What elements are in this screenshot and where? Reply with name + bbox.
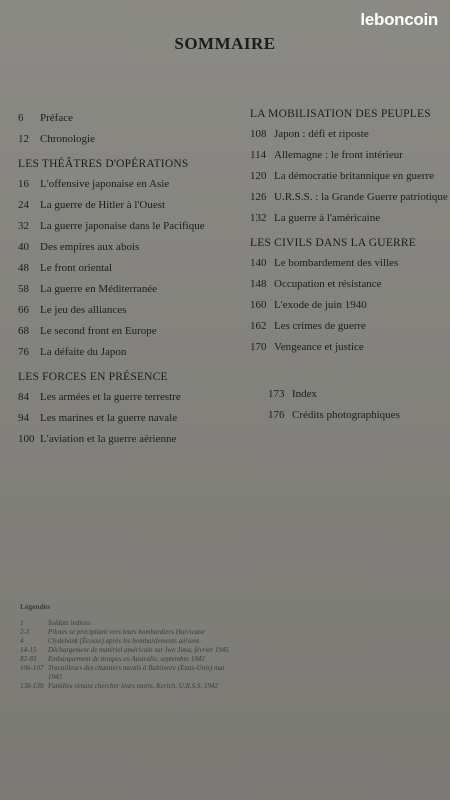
entry-title: Index	[292, 388, 318, 400]
page-number: 6	[18, 112, 24, 124]
entry-title: La guerre japonaise dans le Pacifique	[40, 220, 205, 232]
page-number: 76	[18, 346, 29, 358]
forces-list	[18, 387, 233, 450]
section-title-civils: LES CIVILS DANS LA GUERRE	[250, 237, 417, 249]
legends-block	[20, 602, 230, 691]
page-number: 100	[18, 433, 35, 445]
theatres-list	[18, 174, 233, 363]
intro-list	[18, 108, 233, 150]
page-number: 58	[18, 283, 29, 295]
legend-text: Familles venant chercher leurs morts, Kertch, U.R.S.S. 1942	[48, 682, 218, 690]
toc-entry	[250, 316, 445, 337]
toc-entry	[18, 387, 233, 408]
legend-page: 82-83	[20, 655, 37, 663]
legend-item	[20, 646, 230, 655]
entry-title: Préface	[40, 112, 73, 124]
entry-title: Le front oriental	[40, 262, 113, 274]
entry-title: La guerre en Méditerranée	[40, 283, 157, 295]
legend-item	[20, 628, 230, 637]
legend-text: Travailleurs des chantiers navals à Baltimore (États-Unis) mai 1943	[48, 664, 225, 681]
entry-title: Vengeance et justice	[274, 341, 364, 353]
toc-entry	[18, 300, 233, 321]
entry-title: Chronologie	[40, 133, 95, 145]
page-number: 84	[18, 391, 29, 403]
entry-title: Le bombardement des villes	[274, 257, 399, 269]
toc-entry	[268, 405, 445, 426]
toc-entry	[250, 208, 445, 229]
page-number: 120	[250, 170, 267, 182]
legend-text: Soldats indiens	[48, 619, 91, 627]
toc-entry	[18, 195, 233, 216]
legend-item	[20, 655, 230, 664]
page-number: 16	[18, 178, 29, 190]
legend-page: 138-139	[20, 682, 44, 690]
toc-entry	[250, 253, 445, 274]
page-number: 12	[18, 133, 29, 145]
entry-title: La guerre de Hitler à l'Ouest	[40, 199, 166, 211]
left-column	[18, 108, 233, 450]
right-column	[250, 108, 448, 426]
section-title-forces: LES FORCES EN PRÉSENCE	[18, 371, 168, 383]
toc-entry	[250, 274, 445, 295]
entry-title: Japon : défi et riposte	[274, 128, 369, 140]
entry-title: Occupation et résistance	[274, 278, 382, 290]
entry-title: Les armées et la guerre terrestre	[40, 391, 181, 403]
toc-entry	[18, 174, 233, 195]
toc-entry	[18, 216, 233, 237]
entry-title: L'exode de juin 1940	[274, 299, 367, 311]
page-number: 114	[250, 149, 267, 161]
legend-item	[20, 619, 230, 628]
toc-entry	[250, 337, 445, 358]
entry-title: L'aviation et la guerre aérienne	[40, 433, 177, 445]
page-number: 132	[250, 212, 267, 224]
legend-page: 4	[20, 637, 24, 645]
page-number: 173	[268, 388, 285, 400]
legend-text: Pilotes se précipitant vers leurs bombardiers Hurricane	[48, 628, 205, 636]
civils-list	[250, 253, 445, 358]
legend-item	[20, 637, 230, 646]
entry-title: Crédits photographiques	[292, 409, 400, 421]
toc-entry	[18, 342, 233, 363]
page-number: 126	[250, 191, 267, 203]
page-title: SOMMAIRE	[174, 34, 276, 53]
entry-title: La défaite du Japon	[40, 346, 127, 358]
page-number: 68	[18, 325, 29, 337]
toc-entry	[18, 108, 233, 129]
legend-page: 106-107	[20, 664, 44, 672]
section-title-theatres: LES THÉÂTRES D'OPÉRATIONS	[18, 158, 189, 170]
leboncoin-watermark: leboncoin	[360, 10, 438, 29]
legend-item	[20, 664, 230, 682]
toc-entry	[250, 124, 445, 145]
page-number: 162	[250, 320, 267, 332]
legends-title: Légendes	[20, 602, 50, 611]
page-number: 32	[18, 220, 29, 232]
page-number: 40	[18, 241, 29, 253]
page-number: 176	[268, 409, 285, 421]
entry-title: U.R.S.S. : la Grande Guerre patriotique	[274, 191, 448, 203]
toc-entry	[18, 429, 233, 450]
toc-entry	[18, 408, 233, 429]
legend-text: Embarquement de troupes en Australie, septembre 1942	[48, 655, 205, 663]
toc-entry	[18, 279, 233, 300]
page-number: 48	[18, 262, 29, 274]
page-number: 148	[250, 278, 267, 290]
legend-item	[20, 682, 230, 691]
legend-page: 14-15	[20, 646, 37, 654]
toc-entry	[250, 145, 445, 166]
page-number: 108	[250, 128, 267, 140]
toc-entry	[250, 166, 445, 187]
legend-page: 2-3	[20, 628, 30, 636]
entry-title: La démocratie britannique en guerre	[274, 170, 435, 182]
mobilisation-list	[250, 124, 448, 229]
toc-entry	[250, 187, 448, 208]
legend-text: Déchargement de matériel américain sur Iwo Jima, février 1945	[48, 646, 229, 654]
entry-title: Des empires aux abois	[40, 241, 140, 253]
entry-title: La guerre à l'américaine	[274, 212, 381, 224]
toc-entry	[18, 237, 233, 258]
page-number: 170	[250, 341, 267, 353]
page-number: 24	[18, 199, 29, 211]
page-number: 140	[250, 257, 267, 269]
toc-entry	[268, 384, 445, 405]
page-number: 160	[250, 299, 267, 311]
entry-title: Les marines et la guerre navale	[40, 412, 178, 424]
toc-entry	[18, 129, 233, 150]
entry-title: Le second front en Europe	[40, 325, 157, 337]
entry-title: Allemagne : le front intérieur	[274, 149, 403, 161]
legend-text: Clydebank (Écosse) après les bombardements aériens	[48, 637, 200, 645]
entry-title: Les crimes de guerre	[274, 320, 366, 332]
page-number: 66	[18, 304, 29, 316]
entry-title: L'offensive japonaise en Asie	[40, 178, 170, 190]
toc-entry	[18, 321, 233, 342]
legend-page: 1	[20, 619, 24, 627]
entry-title: Le jeu des alliances	[40, 304, 127, 316]
page-number: 94	[18, 412, 29, 424]
toc-entry	[250, 295, 445, 316]
toc-entry	[18, 258, 233, 279]
section-title-mobilisation: LA MOBILISATION DES PEUPLES	[250, 108, 431, 120]
extras-list	[250, 384, 445, 426]
